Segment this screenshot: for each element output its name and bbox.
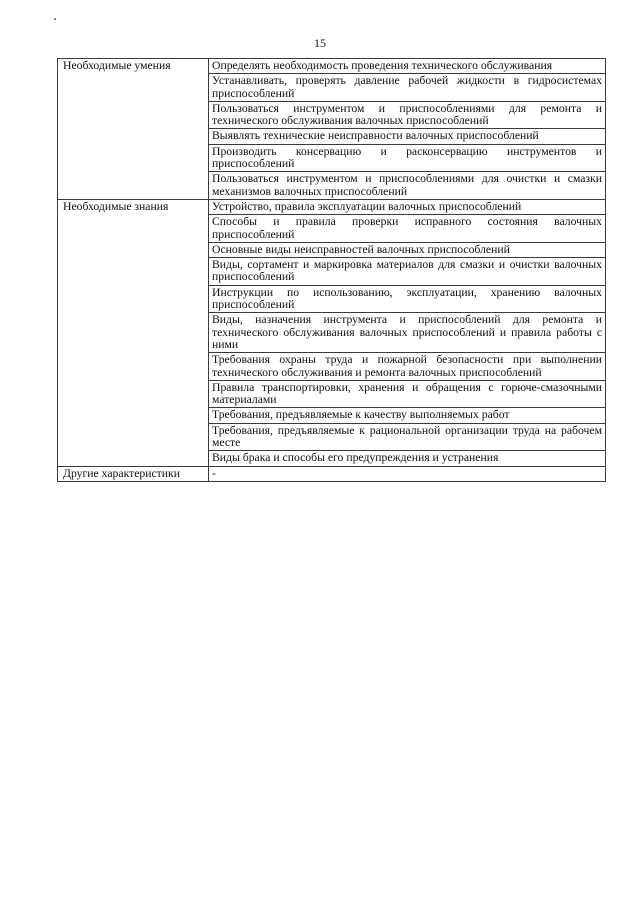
list-item: Пользоваться инструментом и приспособлениями для очистки и смазки механизмов валочных приспособлений: [209, 172, 606, 200]
list-item: Требования охраны труда и пожарной безопасности при выполнении технического обслуживания и ремонта валочных приспособлений: [209, 353, 606, 381]
list-item: Основные виды неисправностей валочных приспособлений: [209, 242, 606, 257]
list-item: Виды, сортамент и маркировка материалов для смазки и очистки валочных приспособлений: [209, 258, 606, 286]
list-item: Требования, предъявляемые к качеству выполняемых работ: [209, 408, 606, 423]
list-item: Производить консервацию и расконсервацию инструментов и приспособлений: [209, 144, 606, 172]
list-item: Требования, предъявляемые к рациональной организации труда на рабочем месте: [209, 423, 606, 451]
list-item: Правила транспортировки, хранения и обращения с горюче-смазочными материалами: [209, 380, 606, 408]
list-item: Пользоваться инструментом и приспособлениями для ремонта и технического обслуживания валочных приспособлений: [209, 101, 606, 129]
list-item: Инструкции по использованию, эксплуатации, хранению валочных приспособлений: [209, 285, 606, 313]
list-item: Устанавливать, проверять давление рабочей жидкости в гидросистемах приспособлений: [209, 74, 606, 102]
page-number: 15: [314, 36, 326, 50]
list-item: Виды брака и способы его предупреждения и устранения: [209, 451, 606, 466]
scan-speck: [54, 18, 56, 20]
table-row: [58, 466, 606, 481]
row-label-other: Другие характеристики: [58, 466, 209, 481]
row-label-skills: Необходимые умения: [58, 59, 209, 200]
list-item: Определять необходимость проведения технического обслуживания: [209, 59, 606, 74]
row-label-knowledge: Необходимые знания: [58, 199, 209, 466]
list-item: Способы и правила проверки исправного состояния валочных приспособлений: [209, 215, 606, 243]
list-item: Устройство, правила эксплуатации валочных приспособлений: [209, 199, 606, 214]
skills-table: [57, 58, 606, 482]
list-item: -: [209, 466, 606, 481]
list-item: Виды, назначения инструмента и приспособлений для ремонта и технического обслуживания валочных приспособлений и правила работы с ними: [209, 313, 606, 353]
list-item: Выявлять технические неисправности валочных приспособлений: [209, 129, 606, 144]
table-row: [58, 199, 606, 214]
table-row: [58, 59, 606, 74]
